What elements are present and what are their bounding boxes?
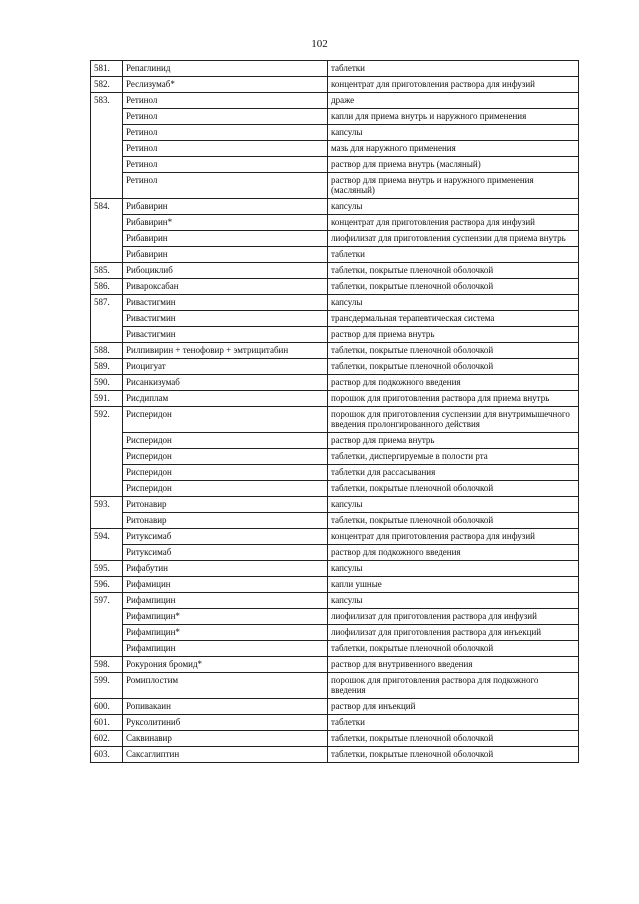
table-row [91,497,579,513]
drug-name-cell: Рисдиплам [123,391,328,407]
row-number-cell: 597. [91,593,123,657]
drug-table-body [91,61,579,763]
dosage-form-cell: концентрат для приготовления раствора для инфузий [328,529,579,545]
dosage-form-cell: таблетки, покрытые пленочной оболочкой [328,513,579,529]
drug-name-cell: Рифампицин [123,593,328,609]
drug-name-cell: Рисперидон [123,433,328,449]
dosage-form-cell: капсулы [328,593,579,609]
table-row [91,625,579,641]
table-row [91,747,579,763]
drug-name-cell: Ритуксимаб [123,545,328,561]
drug-name-cell: Рифампицин* [123,625,328,641]
dosage-form-cell: таблетки, покрытые пленочной оболочкой [328,481,579,497]
dosage-form-cell: таблетки, покрытые пленочной оболочкой [328,343,579,359]
table-row [91,561,579,577]
drug-name-cell: Рифабутин [123,561,328,577]
drug-name-cell: Саксаглиптин [123,747,328,763]
row-number-cell: 595. [91,561,123,577]
dosage-form-cell: лиофилизат для приготовления суспензии для приема внутрь [328,231,579,247]
dosage-form-cell: таблетки, покрытые пленочной оболочкой [328,263,579,279]
table-row [91,141,579,157]
row-number-cell: 593. [91,497,123,529]
drug-name-cell: Ретинол [123,157,328,173]
table-row [91,311,579,327]
row-number-cell: 592. [91,407,123,497]
row-number-cell: 584. [91,199,123,263]
table-row [91,61,579,77]
drug-name-cell: Руксолитиниб [123,715,328,731]
drug-name-cell: Рифампицин* [123,609,328,625]
dosage-form-cell: драже [328,93,579,109]
dosage-form-cell: концентрат для приготовления раствора для инфузий [328,215,579,231]
dosage-form-cell: капсулы [328,295,579,311]
drug-name-cell: Ретинол [123,125,328,141]
drug-name-cell: Рибавирин [123,231,328,247]
row-number-cell: 601. [91,715,123,731]
table-row [91,279,579,295]
dosage-form-cell: таблетки [328,61,579,77]
drug-name-cell: Ретинол [123,109,328,125]
table-row [91,513,579,529]
row-number-cell: 599. [91,673,123,699]
dosage-form-cell: порошок для приготовления раствора для подкожного введения [328,673,579,699]
table-row [91,593,579,609]
dosage-form-cell: таблетки [328,247,579,263]
drug-name-cell: Ропивакаин [123,699,328,715]
row-number-cell: 603. [91,747,123,763]
table-row [91,173,579,199]
row-number-cell: 583. [91,93,123,199]
table-row [91,215,579,231]
table-row [91,433,579,449]
table-row [91,641,579,657]
row-number-cell: 588. [91,343,123,359]
drug-name-cell: Репаглинид [123,61,328,77]
drug-table [90,60,579,763]
row-number-cell: 594. [91,529,123,561]
dosage-form-cell: таблетки, покрытые пленочной оболочкой [328,747,579,763]
page-number: 102 [311,38,328,50]
drug-name-cell: Ритуксимаб [123,529,328,545]
row-number-cell: 602. [91,731,123,747]
dosage-form-cell: таблетки [328,715,579,731]
table-row [91,699,579,715]
table-row [91,375,579,391]
row-number-cell: 581. [91,61,123,77]
table-row [91,157,579,173]
drug-name-cell: Ретинол [123,141,328,157]
dosage-form-cell: трансдермальная терапевтическая система [328,311,579,327]
drug-name-cell: Рисперидон [123,481,328,497]
drug-name-cell: Саквинавир [123,731,328,747]
drug-name-cell: Рилпивирин + тенофовир + эмтрицитабин [123,343,328,359]
drug-name-cell: Рибавирин [123,199,328,215]
table-row [91,673,579,699]
dosage-form-cell: таблетки, покрытые пленочной оболочкой [328,731,579,747]
dosage-form-cell: раствор для подкожного введения [328,545,579,561]
drug-name-cell: Ривастигмин [123,311,328,327]
drug-name-cell: Ретинол [123,93,328,109]
drug-name-cell: Рисперидон [123,449,328,465]
dosage-form-cell: раствор для приема внутрь (масляный) [328,157,579,173]
row-number-cell: 589. [91,359,123,375]
dosage-form-cell: раствор для внутривенного введения [328,657,579,673]
table-row [91,577,579,593]
dosage-form-cell: раствор для подкожного введения [328,375,579,391]
table-row [91,657,579,673]
table-row [91,263,579,279]
dosage-form-cell: таблетки, диспергируемые в полости рта [328,449,579,465]
row-number-cell: 586. [91,279,123,295]
table-row [91,407,579,433]
table-row [91,731,579,747]
table-row [91,295,579,311]
dosage-form-cell: таблетки, покрытые пленочной оболочкой [328,279,579,295]
table-row [91,93,579,109]
row-number-cell: 596. [91,577,123,593]
table-row [91,231,579,247]
row-number-cell: 591. [91,391,123,407]
table-row [91,327,579,343]
drug-name-cell: Рисперидон [123,407,328,433]
table-row [91,529,579,545]
drug-name-cell: Ривастигмин [123,327,328,343]
drug-name-cell: Рифамицин [123,577,328,593]
drug-name-cell: Рибавирин* [123,215,328,231]
dosage-form-cell: мазь для наружного применения [328,141,579,157]
row-number-cell: 587. [91,295,123,343]
dosage-form-cell: капсулы [328,497,579,513]
table-row [91,77,579,93]
dosage-form-cell: таблетки, покрытые пленочной оболочкой [328,359,579,375]
drug-name-cell: Риоцигуат [123,359,328,375]
table-row [91,449,579,465]
table-row [91,465,579,481]
table-row [91,609,579,625]
drug-name-cell: Ривароксабан [123,279,328,295]
dosage-form-cell: концентрат для приготовления раствора для инфузий [328,77,579,93]
dosage-form-cell: таблетки, покрытые пленочной оболочкой [328,641,579,657]
dosage-form-cell: капли для приема внутрь и наружного применения [328,109,579,125]
dosage-form-cell: порошок для приготовления раствора для приема внутрь [328,391,579,407]
dosage-form-cell: раствор для приема внутрь [328,327,579,343]
drug-name-cell: Ритонавир [123,513,328,529]
dosage-form-cell: капсулы [328,561,579,577]
table-row [91,109,579,125]
drug-name-cell: Рокурония бромид* [123,657,328,673]
drug-name-cell: Ретинол [123,173,328,199]
row-number-cell: 590. [91,375,123,391]
dosage-form-cell: раствор для приема внутрь [328,433,579,449]
drug-name-cell: Рисперидон [123,465,328,481]
dosage-form-cell: раствор для инъекций [328,699,579,715]
dosage-form-cell: раствор для приема внутрь и наружного применения (масляный) [328,173,579,199]
table-row [91,247,579,263]
dosage-form-cell: капсулы [328,199,579,215]
dosage-form-cell: лиофилизат для приготовления раствора для инфузий [328,609,579,625]
dosage-form-cell: капли ушные [328,577,579,593]
drug-name-cell: Ромиплостим [123,673,328,699]
table-row [91,715,579,731]
row-number-cell: 585. [91,263,123,279]
row-number-cell: 582. [91,77,123,93]
table-row [91,481,579,497]
drug-name-cell: Реслизумаб* [123,77,328,93]
table-row [91,125,579,141]
drug-name-cell: Рифампицин [123,641,328,657]
dosage-form-cell: лиофилизат для приготовления раствора для инъекций [328,625,579,641]
dosage-form-cell: порошок для приготовления суспензии для внутримышечного введения пролонгированного действия [328,407,579,433]
drug-name-cell: Ритонавир [123,497,328,513]
drug-name-cell: Рибоциклиб [123,263,328,279]
table-row [91,545,579,561]
dosage-form-cell: таблетки для рассасывания [328,465,579,481]
drug-name-cell: Ривастигмин [123,295,328,311]
drug-name-cell: Рисанкизумаб [123,375,328,391]
drug-name-cell: Рибавирин [123,247,328,263]
table-row [91,359,579,375]
dosage-form-cell: капсулы [328,125,579,141]
row-number-cell: 598. [91,657,123,673]
table-row [91,343,579,359]
table-row [91,391,579,407]
table-row [91,199,579,215]
row-number-cell: 600. [91,699,123,715]
